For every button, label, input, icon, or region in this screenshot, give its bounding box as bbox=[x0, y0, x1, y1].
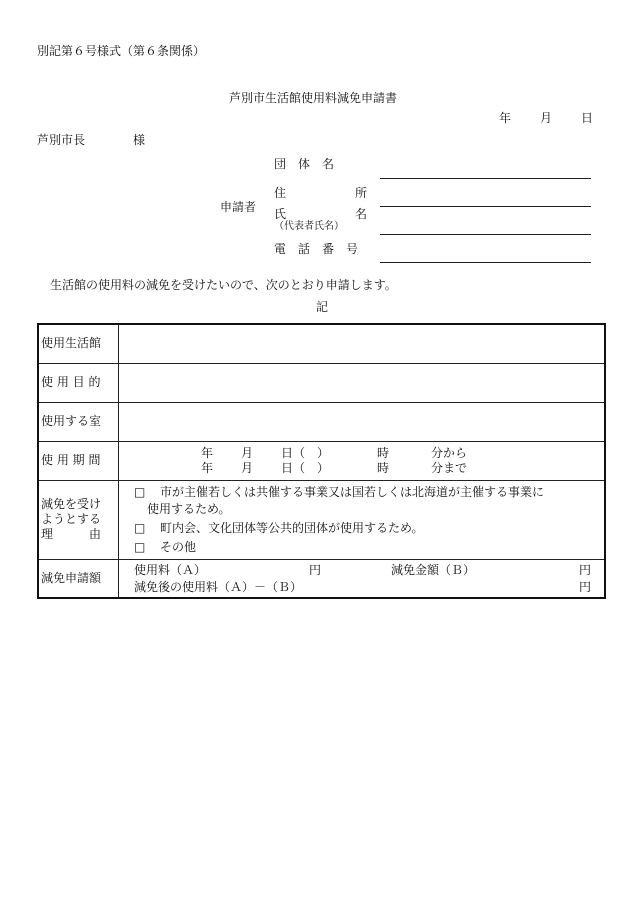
period-from-day: 日（ ） bbox=[281, 446, 330, 460]
date-year: 年 bbox=[499, 111, 512, 125]
fee-a-label: 使用料（Ａ） bbox=[134, 562, 207, 577]
period-to-hour: 時 bbox=[377, 461, 390, 475]
address-label-2: 所 bbox=[355, 186, 368, 200]
phone-label: 電 話 番 号 bbox=[274, 242, 359, 256]
purpose-label: 使 用 目 的 bbox=[38, 363, 119, 402]
facility-row bbox=[38, 324, 605, 363]
reason-row bbox=[38, 480, 605, 559]
period-from-minute: 分から bbox=[431, 446, 468, 460]
reason-field bbox=[119, 480, 606, 559]
address-line bbox=[380, 206, 591, 207]
reason-label-line-2: ようとする bbox=[41, 512, 102, 526]
reason-3-text: その他 bbox=[160, 540, 197, 554]
period-from-month: 月 bbox=[241, 446, 254, 460]
period-row bbox=[38, 441, 605, 480]
amount-field[interactable] bbox=[119, 559, 606, 598]
phone-line bbox=[380, 262, 591, 263]
reason-label bbox=[38, 480, 119, 559]
group-name-line bbox=[380, 178, 591, 179]
reason-1-checkbox[interactable]: □ bbox=[134, 485, 146, 499]
address-label-1: 住 bbox=[274, 186, 287, 200]
form-title: 芦別市生活館使用料減免申請書 bbox=[229, 91, 398, 105]
name-line bbox=[380, 234, 591, 235]
reason-1-text: 市が主催若しくは共催する事業又は国若しくは北海道が主催する事業に bbox=[160, 485, 545, 499]
addressee-honorific: 様 bbox=[133, 133, 146, 147]
period-from-year: 年 bbox=[201, 446, 214, 460]
application-table bbox=[37, 323, 606, 599]
form-number: 別記第６号様式（第６条関係） bbox=[37, 44, 206, 58]
reason-1-text-cont: 使用するため。 bbox=[147, 502, 231, 516]
request-text: 生活館の使用料の減免を受けたいので、次のとおり申請します。 bbox=[50, 278, 397, 292]
reason-2-checkbox[interactable]: □ bbox=[134, 521, 146, 535]
after-fee-yen: 円 bbox=[579, 579, 592, 594]
period-to-minute: 分まで bbox=[431, 461, 468, 475]
reason-3-checkbox[interactable]: □ bbox=[134, 540, 146, 554]
period-field[interactable] bbox=[119, 441, 606, 480]
date-month: 月 bbox=[540, 111, 553, 125]
ki-mark: 記 bbox=[316, 300, 329, 314]
group-name-label: 団 体 名 bbox=[274, 157, 335, 171]
period-to-day: 日（ ） bbox=[281, 461, 330, 475]
name-label-1: 氏 bbox=[274, 207, 287, 221]
purpose-row bbox=[38, 363, 605, 402]
room-row bbox=[38, 402, 605, 441]
period-label: 使 用 期 間 bbox=[38, 441, 119, 480]
period-to-year: 年 bbox=[201, 461, 214, 475]
purpose-field[interactable] bbox=[119, 363, 606, 402]
period-to-month: 月 bbox=[241, 461, 254, 475]
representative-note: （代表者氏名） bbox=[274, 221, 344, 232]
date-day: 日 bbox=[581, 111, 594, 125]
facility-label: 使用生活館 bbox=[38, 324, 119, 363]
after-fee-label: 減免後の使用料（Ａ）－（Ｂ） bbox=[134, 579, 303, 594]
room-label: 使用する室 bbox=[38, 402, 119, 441]
reason-label-line-1: 減免を受け bbox=[41, 497, 102, 511]
fee-a-yen: 円 bbox=[309, 562, 322, 577]
reduction-b-yen: 円 bbox=[579, 562, 592, 577]
period-from-hour: 時 bbox=[377, 446, 390, 460]
name-label-2: 名 bbox=[355, 207, 368, 221]
addressee: 芦別市長 bbox=[37, 133, 86, 147]
reason-2-text: 町内会、文化団体等公共的団体が使用するため。 bbox=[160, 521, 424, 535]
reduction-b-label: 減免金額（Ｂ） bbox=[391, 562, 476, 577]
room-field[interactable] bbox=[119, 402, 606, 441]
reason-label-line-3: 理 由 bbox=[41, 527, 102, 541]
amount-row bbox=[38, 559, 605, 598]
facility-field[interactable] bbox=[119, 324, 606, 363]
applicant-label: 申請者 bbox=[220, 200, 257, 214]
amount-label: 減免申請額 bbox=[38, 559, 119, 598]
